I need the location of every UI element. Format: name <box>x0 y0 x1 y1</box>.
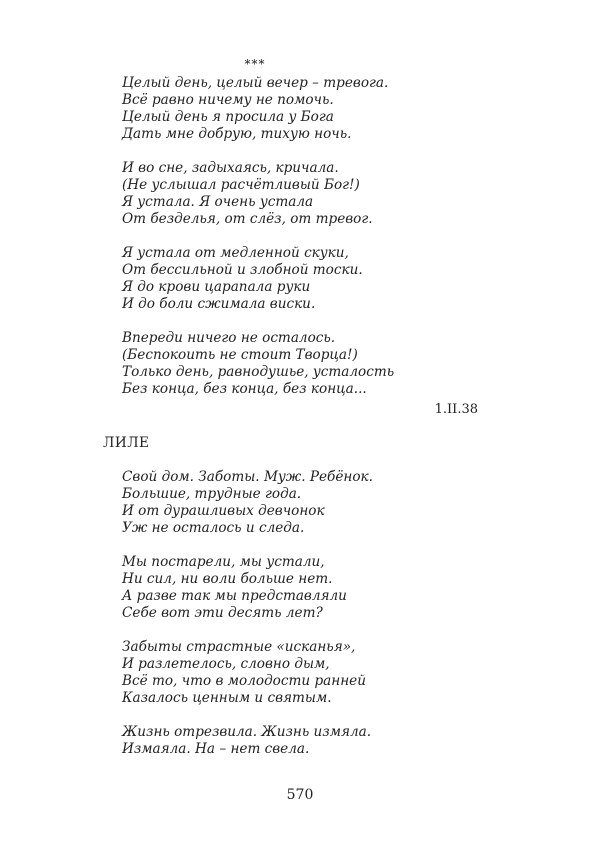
poem-line: А разве так мы представляли <box>122 588 347 604</box>
poem-line: (Беспокоить не стоит Творца!) <box>122 347 358 363</box>
poem-line: Целый день я просила у Бога <box>122 109 334 125</box>
poem-line: И во сне, задыхаясь, кричала. <box>122 160 339 176</box>
poem-line: Целый день, целый вечер – тревога. <box>122 75 389 91</box>
poem-line: Без конца, без конца, без конца... <box>122 381 367 397</box>
stanza-1 <box>122 469 373 537</box>
poem-line: И разлетелось, словно дым, <box>122 656 330 672</box>
poem-line: Уж не осталось и следа. <box>122 520 305 536</box>
page-number: 570 <box>286 787 314 803</box>
stanza-4 <box>122 330 394 398</box>
poem-line: Только день, равнодушье, усталость <box>122 364 395 380</box>
poem-line: Я до крови царапала руки <box>122 279 311 295</box>
poem-line: Себе вот эти десять лет? <box>122 605 323 621</box>
section-separator: *** <box>244 57 266 71</box>
poem-line: И до боли сжимала виски. <box>122 296 316 312</box>
poem-line: Казалось ценным и святым. <box>122 690 332 706</box>
poem-line: Свой дом. Заботы. Муж. Ребёнок. <box>122 469 373 485</box>
stanza-3 <box>122 245 394 313</box>
poem-1 <box>122 75 394 415</box>
poem-line: Мы постарели, мы устали, <box>122 554 325 570</box>
stanza-2 <box>122 160 394 228</box>
poem-line: Впереди ничего не осталось. <box>122 330 336 346</box>
poem-line: От бессильной и злобной тоски. <box>122 262 363 278</box>
stanza-3 <box>122 639 373 707</box>
poem-2 <box>122 469 373 775</box>
poem-line: Я устала. Я очень устала <box>122 194 314 210</box>
poem-date: 1.II.38 <box>434 402 478 417</box>
poem-line: (Не услышал расчётливый Бог!) <box>122 177 360 193</box>
poem-line: Дать мне добрую, тихую ночь. <box>122 126 352 142</box>
stanza-2 <box>122 554 373 622</box>
poem-title: ЛИЛЕ <box>103 435 150 451</box>
poem-line: От безделья, от слёз, от тревог. <box>122 211 373 227</box>
stanza-4 <box>122 724 373 758</box>
poem-line: И от дурашливых девчонок <box>122 503 325 519</box>
poem-line: Большие, трудные года. <box>122 486 302 502</box>
poem-line: Я устала от медленной скуки, <box>122 245 349 261</box>
poem-line: Жизнь отрезвила. Жизнь измяла. <box>122 724 372 740</box>
poem-line: Измаяла. На – нет свела. <box>122 741 310 757</box>
poem-line: Всё равно ничему не помочь. <box>122 92 334 108</box>
poem-line: Ни сил, ни воли больше нет. <box>122 571 333 587</box>
stanza-1 <box>122 75 394 143</box>
poem-line: Всё то, что в молодости ранней <box>122 673 366 689</box>
poem-line: Забыты страстные «исканья», <box>122 639 356 655</box>
